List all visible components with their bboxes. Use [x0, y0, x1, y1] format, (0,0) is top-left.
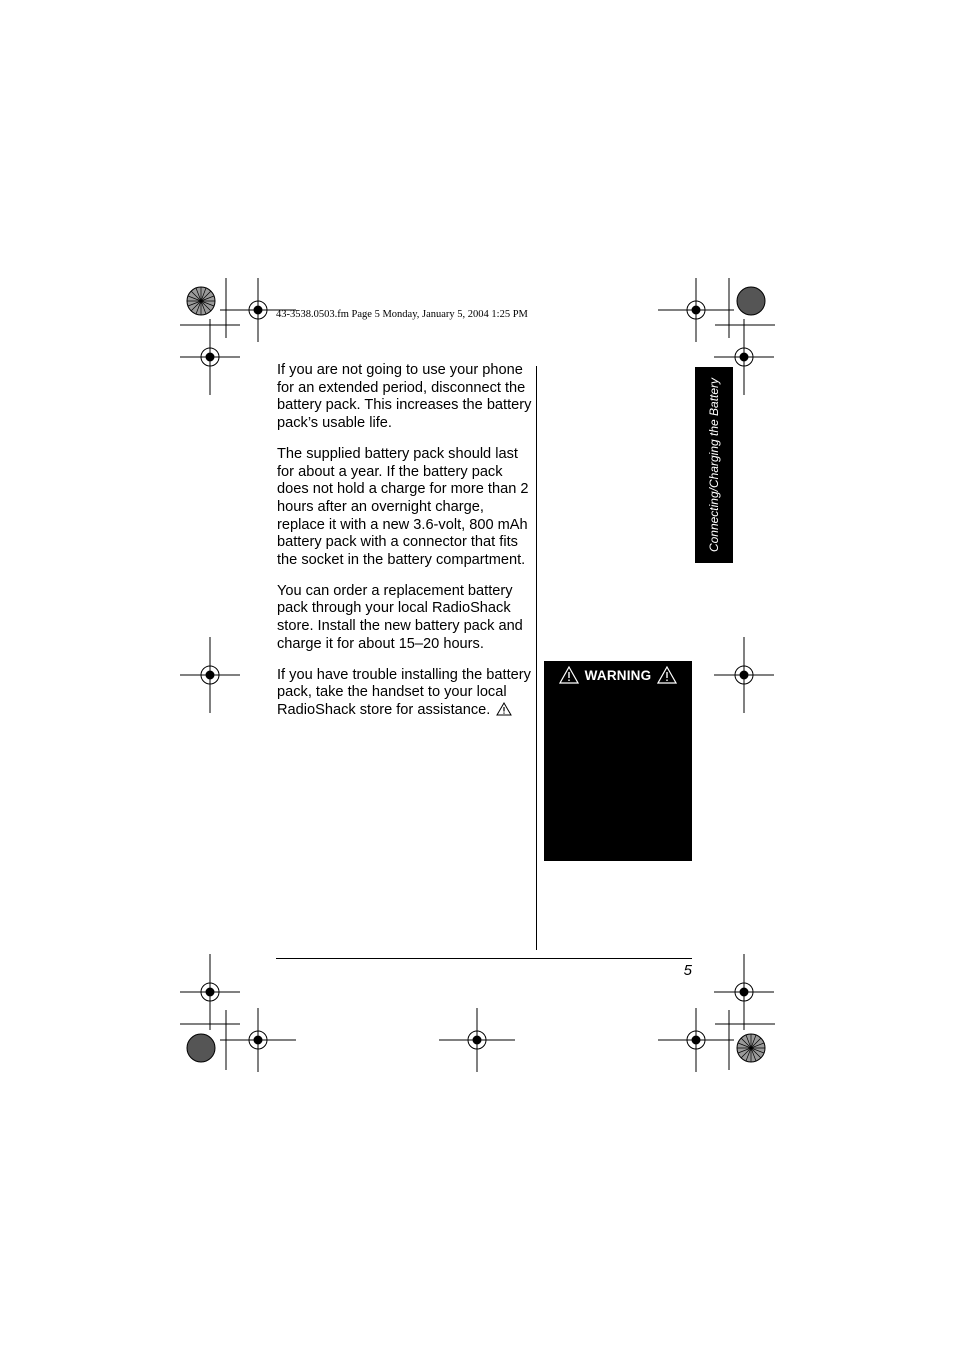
paragraph: If you are not going to use your phone for an extended period, disconnect the battery pack. This increases the battery pack’s usable life. — [277, 362, 532, 432]
column-divider — [536, 366, 537, 950]
warning-box — [544, 661, 692, 861]
paragraph: If you have trouble installing the battery pack, take the handset to your local RadioShack store for assistance. — [277, 666, 531, 718]
paragraph: You can order a replacement battery pack through your local RadioShack store. Install the new battery pack and charge it for about 15–20 hours. — [277, 582, 523, 652]
paragraph-with-end-mark — [277, 667, 535, 720]
warning-triangle-icon — [657, 666, 677, 684]
warning-triangle-icon — [559, 666, 579, 684]
warning-heading — [544, 666, 692, 684]
page-number: 5 — [683, 962, 692, 979]
body-text-column — [277, 362, 535, 733]
side-tab-label: Connecting/Charging the Battery — [707, 377, 721, 553]
section-side-tab — [695, 367, 733, 563]
file-header-line: 43-3538.0503.fm Page 5 Monday, January 5, 2004 1:25 PM — [276, 309, 528, 320]
paragraph: The supplied battery pack should last for about a year. If the battery pack does not hold a charge for more than 2 hours after an overnight charge, replace it with a new 3.6-volt, 800 mAh battery pack with a connector that fits the socket in the battery compartment. — [277, 445, 529, 569]
footer-rule — [276, 958, 692, 959]
warning-label: WARNING — [584, 667, 652, 683]
warning-triangle-icon — [496, 702, 512, 716]
